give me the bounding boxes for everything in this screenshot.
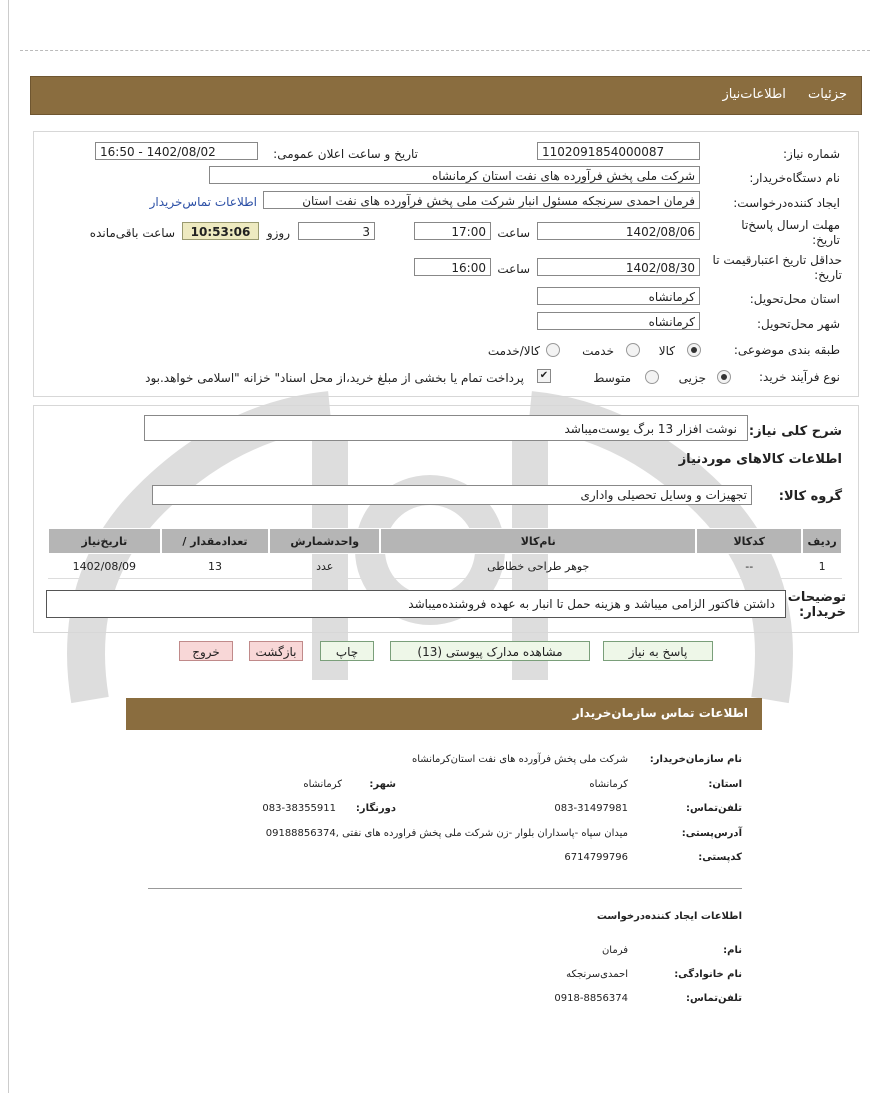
contact-section-title: اطلاعات تماس سازمان‌خریدار	[572, 706, 748, 720]
contact-phone-label	[686, 803, 742, 814]
validity-label: حداقل تاریخ اعتبار‌قیمت تا تاریخ:	[712, 253, 842, 282]
back-button[interactable]: بازگشت	[249, 641, 303, 661]
deadline-date-field: 1402/08/06	[537, 222, 700, 240]
cell-row: 1	[802, 554, 842, 579]
city-field: کرمانشاه	[537, 312, 700, 330]
org-name-value: شرکت ملی پخش فرآورده های نفت استان‌کرمانشاه	[411, 754, 628, 765]
category-goods-radio[interactable]	[687, 342, 701, 357]
validity-date-field: 1402/08/30	[537, 258, 700, 276]
category-label: طبقه بندی موضوعی:	[733, 343, 840, 357]
creator-name-label-text: نام:	[723, 945, 742, 956]
col-row: ردیف	[802, 528, 842, 554]
buyer-field: شرکت ملی پخش فرآورده های نفت استان کرمانشاه	[209, 166, 700, 184]
header-bar	[30, 76, 862, 115]
left-border	[8, 0, 9, 1093]
col-qty: تعدادمقدار /	[161, 528, 270, 554]
cell-qty: 13	[161, 554, 270, 579]
col-unit: واحدشمارش	[269, 528, 380, 554]
contact-postal-value: 6714799796	[564, 852, 628, 863]
process-medium-label: متوسط	[593, 371, 631, 385]
contact-phone-label-text: تلفن‌تماس:	[685, 803, 742, 814]
creator-phone-value: 0918-8856374	[554, 993, 628, 1004]
contact-divider	[148, 888, 742, 889]
creator-title-text: اطلاعات ایجاد کننده‌درخواست	[596, 911, 742, 922]
tab-need-info[interactable]: اطلاعات‌نیاز	[722, 87, 786, 102]
contact-address-value: میدان سپاه -پاسداران بلوار -زن شرکت ملی پخش فراورده های نفتی ,09188856374	[265, 828, 628, 839]
tab-details[interactable]: جزئیات	[808, 87, 847, 102]
col-date: تاریخ‌نیاز	[48, 528, 161, 554]
creator-family-label-text: نام خانوادگی:	[674, 969, 742, 980]
province-field: کرمانشاه	[537, 287, 700, 305]
days-field: 3	[298, 222, 375, 240]
contact-fax-label	[356, 803, 396, 814]
radio-unchecked-icon[interactable]	[546, 343, 560, 357]
org-name-label	[650, 754, 742, 765]
radio-unchecked-icon[interactable]	[626, 343, 640, 357]
need-number-label: شماره نیاز:	[783, 147, 840, 161]
radio-checked-icon[interactable]	[717, 370, 731, 384]
table-row	[48, 554, 842, 579]
remaining-label: ساعت باقی‌مانده	[89, 226, 175, 240]
province-label: استان محل‌تحویل:	[749, 292, 840, 306]
checkmark-icon[interactable]: ✔	[537, 369, 551, 383]
payment-checkbox[interactable]	[537, 368, 551, 383]
buyer-contact-link[interactable]: اطلاعات تماس‌خریدار	[149, 195, 257, 209]
cell-code: --	[696, 554, 802, 579]
contact-city-label	[369, 779, 396, 790]
goods-info-title: اطلاعات کالاهای موردنیاز	[678, 452, 842, 467]
creator-title	[597, 911, 742, 922]
deadline-label: مهلت ارسال پاسخ‌تا تاریخ:	[741, 218, 840, 247]
creator-phone-label	[686, 993, 742, 1004]
deadline-time-label: ساعت	[497, 226, 530, 240]
need-number-field: 1102091854000087	[537, 142, 700, 160]
summary-label: شرح کلی نیاز:	[748, 424, 842, 439]
contact-section-header	[126, 698, 762, 730]
respond-button[interactable]: پاسخ به نیاز	[603, 641, 713, 661]
cell-name: جوهر طراحی خطاطی	[380, 554, 696, 579]
contact-fax-value: 083-38355911	[262, 803, 336, 814]
summary-field: نوشت افزار 13 برگ یوست‌میباشد	[144, 415, 748, 441]
contact-fax-label-text: دورنگار:	[355, 803, 396, 814]
goods-table	[48, 528, 842, 579]
category-service-radio[interactable]	[626, 342, 640, 357]
category-goods-label: کالا	[658, 344, 675, 358]
announce-field: 1402/08/02 - 16:50	[95, 142, 258, 160]
goods-table-header	[48, 528, 842, 554]
exit-button[interactable]: خروج	[179, 641, 233, 661]
contact-city-label-text: شهر:	[369, 779, 396, 790]
contact-postal-label	[698, 852, 742, 863]
category-service-label: خدمت	[582, 344, 614, 358]
contact-province-value: کرمانشاه	[589, 779, 628, 790]
cell-date: 1402/08/09	[48, 554, 161, 579]
validity-time-field: 16:00	[414, 258, 491, 276]
validity-time-label: ساعت	[497, 262, 530, 276]
radio-unchecked-icon[interactable]	[645, 370, 659, 384]
creator-name-value: فرمان	[601, 945, 628, 956]
attachments-button[interactable]: مشاهده مدارک پیوستی (13)	[390, 641, 590, 661]
contact-phone-value: 083-31497981	[554, 803, 628, 814]
creator-label: ایجاد کننده‌درخواست:	[733, 196, 840, 210]
cell-unit: عدد	[269, 554, 380, 579]
announce-label: تاریخ و ساعت اعلان عمومی:	[273, 147, 418, 161]
days-label: روزو	[266, 226, 290, 240]
creator-phone-label-text: تلفن‌تماس:	[685, 993, 742, 1004]
process-medium-radio[interactable]	[645, 369, 659, 384]
group-field: تجهیزات و وسایل تحصیلی واداری	[152, 485, 752, 505]
contact-postal-label-text: کدپستی:	[698, 852, 742, 863]
creator-field: فرمان احمدی سرنجکه مسئول انبار شرکت ملی پخش فرآورده های نفت استان	[263, 191, 700, 209]
header-tabs	[704, 87, 847, 102]
contact-address-label	[682, 828, 742, 839]
category-both-radio[interactable]	[546, 342, 560, 357]
process-label: نوع فرآیند خرید:	[759, 370, 840, 384]
radio-checked-icon[interactable]	[687, 343, 701, 357]
col-name: نام‌کالا	[380, 528, 696, 554]
contact-city-value: کرمانشاه	[303, 779, 342, 790]
creator-name-label	[723, 945, 742, 956]
org-name-label-text: نام سازمان‌خریدار:	[649, 754, 742, 765]
payment-note: پرداخت تمام یا بخشی از مبلغ خرید،از محل اسناد" خزانه "اسلامی خواهد.بود	[145, 371, 524, 385]
col-code: کدکالا	[696, 528, 802, 554]
city-label: شهر محل‌تحویل:	[756, 317, 840, 331]
category-both-label: کالا/خدمت	[487, 344, 540, 358]
group-label: گروه کالا:	[778, 489, 842, 504]
deadline-time-field: 17:00	[414, 222, 491, 240]
creator-family-value: احمدی‌سرنجکه	[566, 969, 628, 980]
print-button[interactable]: چاپ	[320, 641, 374, 661]
buyer-notes-label: توضیحات خریدار:	[787, 590, 846, 620]
buyer-notes-field: داشتن فاکتور الزامی میباشد و هزینه حمل تا انبار به عهده فروشنده‌میباشد	[46, 590, 786, 618]
process-partial-radio[interactable]	[717, 369, 731, 384]
process-partial-label: جزیی	[678, 371, 706, 385]
contact-province-label-text: استان:	[708, 779, 742, 790]
top-divider	[20, 50, 870, 51]
buyer-label: نام دستگاه‌خریدار:	[749, 171, 840, 185]
creator-family-label	[674, 969, 742, 980]
remaining-timer: 10:53:06	[182, 222, 259, 240]
contact-address-label-text: آدرس‌پستی:	[681, 828, 742, 839]
contact-province-label	[708, 779, 742, 790]
